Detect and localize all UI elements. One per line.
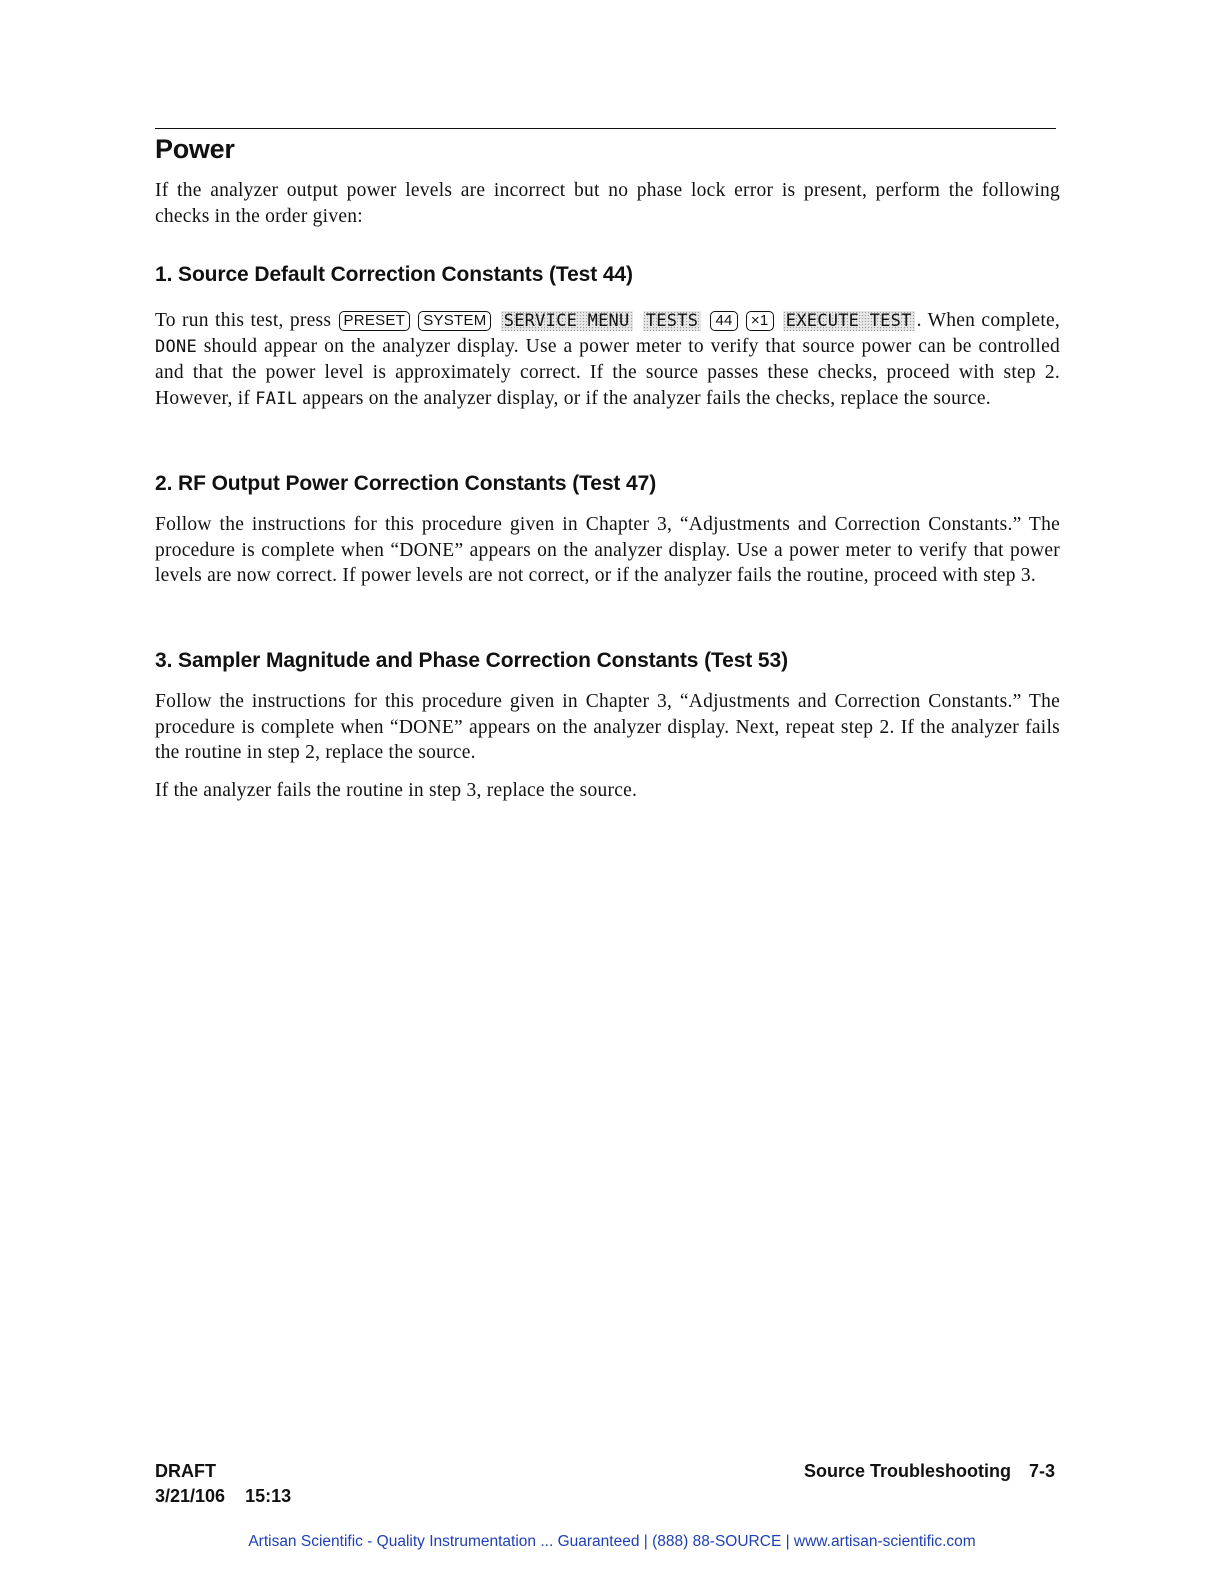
footer-date: 3/21/106: [155, 1486, 226, 1506]
x1-key: ×1: [746, 311, 774, 331]
step1-text-c: When complete,: [927, 310, 1061, 331]
chapter-title: Source Troubleshooting: [803, 1461, 1011, 1481]
tests-softkey: TESTS: [643, 311, 701, 331]
step1-text-b: .: [916, 310, 922, 331]
preset-key: PRESET: [339, 311, 411, 331]
footer-date-row: [155, 1484, 291, 1509]
step3-paragraph: Follow the instructions for this procedure given in Chapter 3, “Adjustments and Correction Constants.” The procedure is complete when “DONE” appears on the analyzer display. Next, repeat step 2. If the analyzer fails the routine in step 2, replace the source.: [155, 691, 1060, 764]
vendor-banner: Artisan Scientific - Quality Instrumentation ... Guaranteed | (888) 88-SOURCE | www.artisan-scientific.com: [248, 1533, 976, 1550]
section-title: Power: [155, 134, 235, 164]
step2-heading: 2. RF Output Power Correction Constants (Test 47): [155, 472, 657, 495]
footer-time: 15:13: [245, 1486, 292, 1506]
step1-text-d: should appear on the analyzer display. Use a power meter to verify that source power can be controlled and that the power level is approximately correct. If the source passes these checks, proceed with step 2. However, if: [155, 335, 1060, 409]
step3-heading: 3. Sampler Magnitude and Phase Correction Constants (Test 53): [155, 649, 788, 672]
intro-paragraph: If the analyzer output power levels are incorrect but no phase lock error is present, perform the following checks in the order given:: [155, 180, 1060, 227]
fail-code: FAIL: [255, 388, 298, 409]
system-key: SYSTEM: [418, 311, 491, 331]
step1-paragraph: [155, 308, 1060, 412]
header-rule: [155, 128, 1056, 129]
execute-test-softkey: EXECUTE TEST: [783, 311, 915, 331]
service-menu-softkey: SERVICE MENU: [501, 311, 633, 331]
draft-label: DRAFT: [155, 1461, 216, 1481]
page-number: 7-3: [1028, 1461, 1055, 1481]
done-code: DONE: [155, 336, 197, 357]
step1-text-a: To run this test, press: [155, 310, 332, 331]
footer-left: [155, 1459, 291, 1509]
final-paragraph: If the analyzer fails the routine in step 3, replace the source.: [155, 780, 638, 801]
step2-paragraph: Follow the instructions for this procedure given in Chapter 3, “Adjustments and Correction Constants.” The procedure is complete when “DONE” appears on the analyzer display. Use a power meter to verify that power levels are now correct. If power levels are not correct, or if the analyzer fails the routine, proceed with step 3.: [155, 514, 1060, 587]
key-44: 44: [710, 311, 737, 331]
step1-heading: 1. Source Default Correction Constants (Test 44): [155, 263, 633, 286]
step1-text-e: appears on the analyzer display, or if the analyzer fails the checks, replace the source.: [302, 387, 991, 409]
footer-right: [804, 1459, 1055, 1484]
